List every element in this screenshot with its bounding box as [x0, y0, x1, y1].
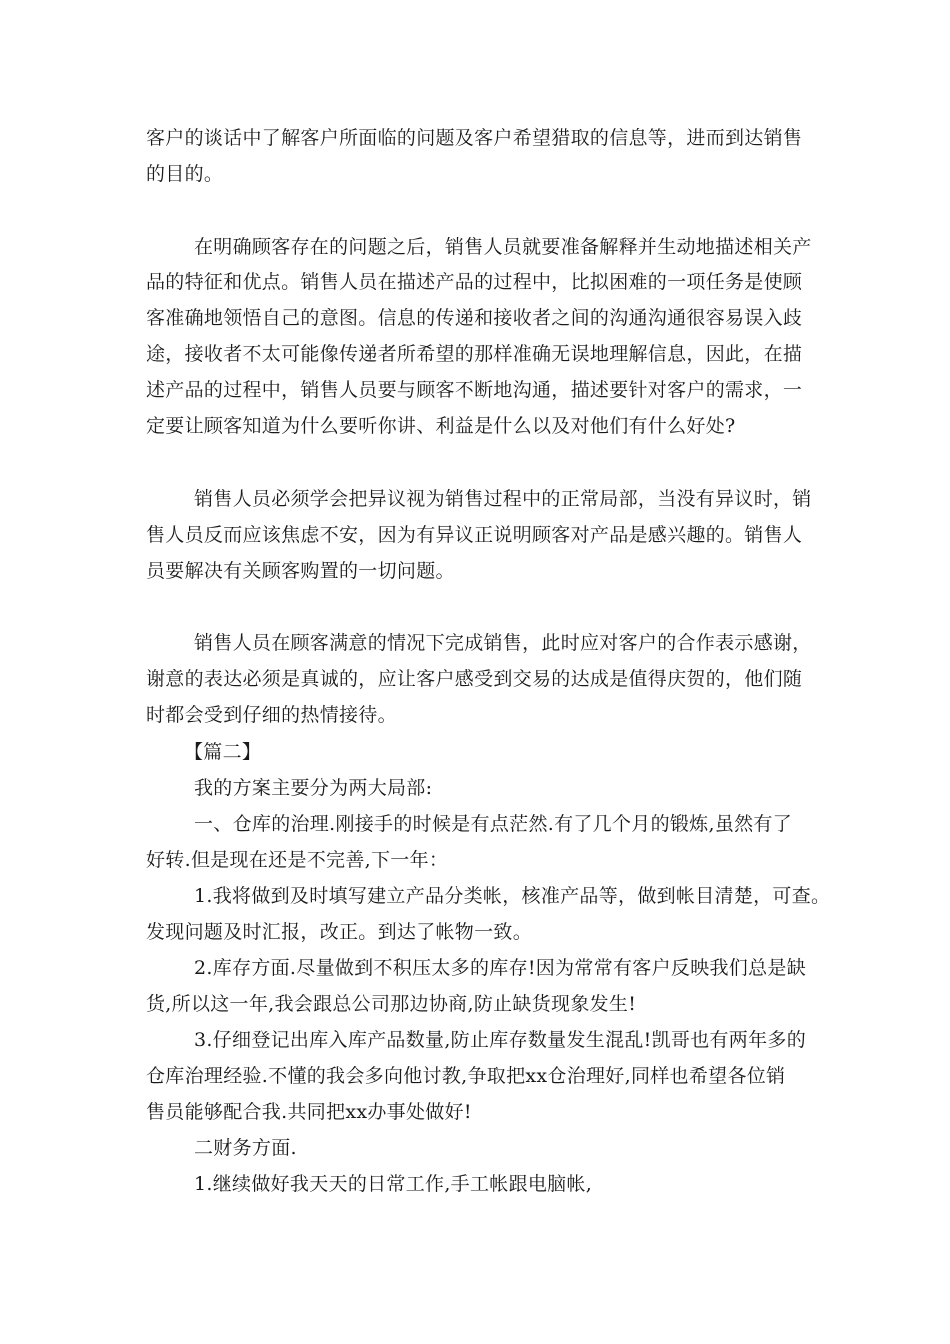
text-line: 销售人员在顾客满意的情况下完成销售，此时应对客户的合作表示感谢， — [194, 632, 812, 654]
text-line: 售人员反而应该焦虑不安，因为有异议正说明顾客对产品是感兴趣的。销售人 — [146, 524, 803, 546]
text-line: 一、仓库的治理.刚接手的时候是有点茫然.有了几个月的锻炼,虽然有了 — [194, 813, 793, 835]
text-line: 谢意的表达必须是真诚的，应让客户感受到交易的达成是值得庆贺的，他们随 — [146, 668, 803, 690]
text-line: 时都会受到仔细的热情接待。 — [146, 704, 397, 726]
text-line: 定要让顾客知道为什么要听你讲、利益是什么以及对他们有什么好处? — [146, 415, 736, 437]
text-line: 的目的。 — [146, 163, 224, 185]
text-line: 员要解决有关顾客购置的一切问题。 — [146, 560, 455, 582]
text-line: 1.继续做好我天天的日常工作,手工帐跟电脑帐, — [194, 1173, 593, 1195]
text-line: 2.库存方面.尽量做到不积压太多的库存!因为常常有客户反映我们总是缺 — [194, 957, 807, 979]
text-line: 客准确地领悟自己的意图。信息的传递和接收者之间的沟通沟通很容易误入歧 — [146, 307, 803, 329]
text-line: 品的特征和优点。销售人员在描述产品的过程中，比拟困难的一项任务是使顾 — [146, 271, 803, 293]
text-line: 在明确顾客存在的问题之后，销售人员就要准备解释并生动地描述相关产 — [194, 236, 812, 258]
text-line: 发现问题及时汇报，改正。到达了帐物一致。 — [146, 921, 533, 943]
text-line: 仓库治理经验.不懂的我会多向他讨教,争取把xx仓治理好,同样也希望各位销 — [146, 1065, 786, 1087]
text-line: 3.仔细登记出库入库产品数量,防止库存数量发生混乱!凯哥也有两年多的 — [194, 1029, 807, 1051]
text-line: 好转.但是现在还是不完善,下一年： — [146, 849, 449, 871]
text-line: 述产品的过程中，销售人员要与顾客不断地沟通，描述要针对客户的需求，一 — [146, 379, 803, 401]
text-line: 货,所以这一年,我会跟总公司那边协商,防止缺货现象发生! — [146, 993, 637, 1015]
text-line: 二财务方面. — [194, 1137, 297, 1159]
text-line: 我的方案主要分为两大局部: — [194, 777, 433, 799]
text-line: 售员能够配合我.共同把xx办事处做好! — [146, 1101, 472, 1123]
text-line: 销售人员必须学会把异议视为销售过程中的正常局部，当没有异议时，销 — [194, 488, 812, 510]
section-heading: 【篇二】 — [184, 741, 262, 763]
text-line: 途，接收者不太可能像传递者所希望的那样准确无误地理解信息，因此，在描 — [146, 343, 803, 365]
text-line: 客户的谈话中了解客户所面临的问题及客户希望猎取的信息等，进而到达销售 — [146, 127, 803, 149]
text-line: 1.我将做到及时填写建立产品分类帐，核准产品等，做到帐目清楚，可查。 — [194, 885, 831, 907]
